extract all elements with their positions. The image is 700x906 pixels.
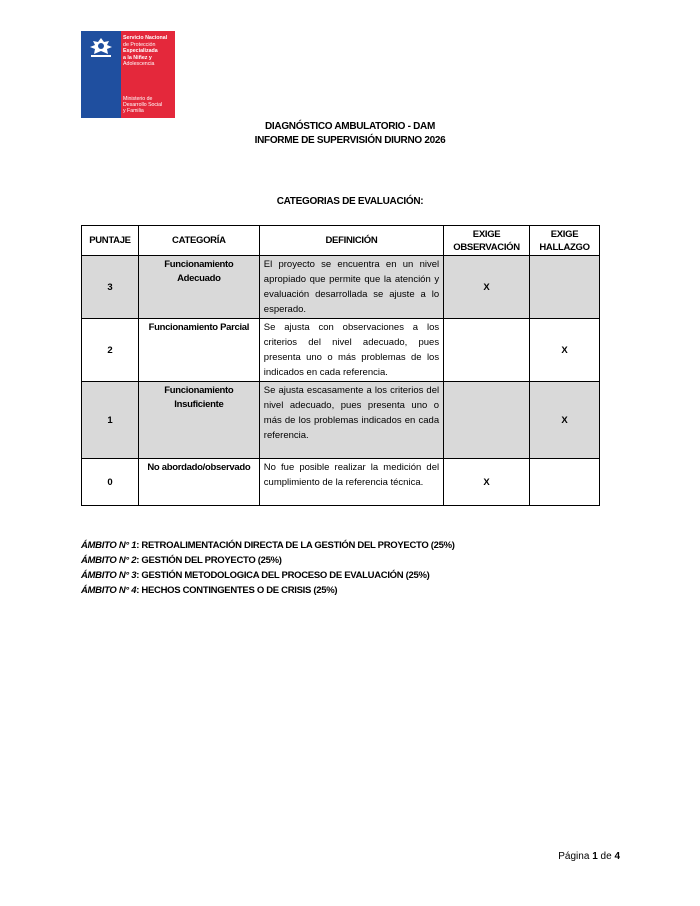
coat-of-arms-icon	[86, 36, 116, 58]
row-finding-mark: X	[530, 382, 600, 459]
page-word: Página	[558, 851, 590, 862]
row-finding-mark	[530, 459, 600, 506]
logo-org-name: Servicio Nacional de Protección Especializada a la Niñez y Adolescencia	[123, 35, 168, 68]
row-observation-mark: X	[444, 256, 530, 319]
row-observation-mark	[444, 319, 530, 382]
row-score: 0	[82, 459, 139, 506]
row-category: No abordado/observado	[138, 459, 259, 506]
row-definition: El proyecto se encuentra en un nivel apropiado que permite que la atención y evaluación desarrollada se ajuste a lo esperado.	[259, 256, 443, 319]
list-item	[81, 553, 455, 568]
row-finding-mark: X	[530, 319, 600, 382]
logo-blue-panel	[81, 31, 121, 118]
ambito-text: : GESTIÓN DEL PROYECTO (25%)	[136, 555, 282, 566]
current-page: 1	[592, 851, 598, 862]
header-definition: DEFINICIÓN	[259, 226, 443, 256]
ambito-label: ÁMBITO N° 2	[81, 555, 137, 566]
document-title	[0, 120, 700, 148]
ambito-text: : GESTIÓN METODOLOGICA DEL PROCESO DE EVALUACIÓN (25%)	[136, 570, 430, 581]
row-category: Funcionamiento Insuficiente	[138, 382, 259, 459]
total-pages: 4	[614, 851, 620, 862]
ambito-text: : RETROALIMENTACIÓN DIRECTA DE LA GESTIÓN DEL PROYECTO (25%)	[136, 540, 455, 551]
table-row	[82, 382, 600, 459]
table-row	[82, 319, 600, 382]
row-definition: Se ajusta escasamente a los criterios del nivel adecuado, pues presenta uno o más de los problemas indicados en cada referencia.	[259, 382, 443, 459]
row-observation-mark	[444, 382, 530, 459]
evaluation-categories-table	[81, 225, 600, 506]
ambito-text: : HECHOS CONTINGENTES O DE CRISIS (25%)	[136, 585, 338, 596]
row-finding-mark	[530, 256, 600, 319]
ambito-label: ÁMBITO N° 1	[81, 540, 137, 551]
row-observation-mark: X	[444, 459, 530, 506]
row-category: Funcionamiento Parcial	[138, 319, 259, 382]
row-category: Funcionamiento Adecuado	[138, 256, 259, 319]
table-header-row	[82, 226, 600, 256]
row-definition: Se ajusta con observaciones a los criterios del nivel adecuado, pues presenta uno o más problemas de los indicados en cada referencia.	[259, 319, 443, 382]
section-title: CATEGORIAS DE EVALUACIÓN:	[276, 196, 424, 207]
row-score: 3	[82, 256, 139, 319]
page-number	[558, 851, 620, 862]
institution-logo	[81, 31, 175, 118]
header-category: CATEGORÍA	[138, 226, 259, 256]
header-requires-observation: EXIGE OBSERVACIÓN	[444, 226, 530, 256]
of-word: de	[600, 851, 612, 862]
table-row	[82, 256, 600, 319]
row-score: 1	[82, 382, 139, 459]
title-line-2: INFORME DE SUPERVISIÓN DIURNO 2026	[254, 135, 446, 146]
row-score: 2	[82, 319, 139, 382]
ambito-label: ÁMBITO N° 4	[81, 585, 137, 596]
header-score: PUNTAJE	[82, 226, 139, 256]
list-item	[81, 538, 455, 553]
title-line-1: DIAGNÓSTICO AMBULATORIO - DAM	[265, 121, 435, 132]
logo-ministry-name: Ministerio de Desarrollo Social y Familia	[123, 96, 163, 115]
row-definition: No fue posible realizar la medición del cumplimiento de la referencia técnica.	[259, 459, 443, 506]
header-requires-finding: EXIGE HALLAZGO	[530, 226, 600, 256]
table-row	[82, 459, 600, 506]
ambitos-list	[81, 538, 455, 598]
logo-red-panel	[121, 31, 175, 118]
list-item	[81, 568, 455, 583]
list-item	[81, 583, 455, 598]
ambito-label: ÁMBITO N° 3	[81, 570, 137, 581]
